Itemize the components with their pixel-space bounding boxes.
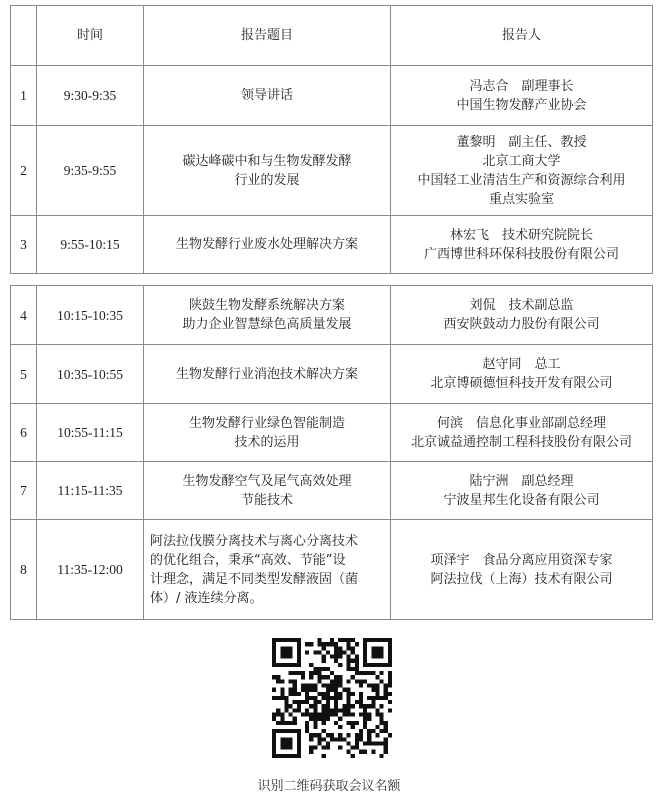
row-number: 5	[11, 345, 37, 404]
table-row	[11, 404, 653, 462]
row-speaker	[391, 66, 653, 126]
row-speaker	[391, 462, 653, 520]
topic-line: 生物发酵空气及尾气高效处理	[182, 473, 352, 489]
speaker-line: 董黎明 副主任、教授	[456, 134, 587, 150]
qr-caption: 识别二维码获取会议名额	[257, 779, 401, 794]
row-topic	[144, 126, 391, 216]
row-time: 9:55-10:15	[37, 216, 144, 274]
row-time: 9:30-9:35	[37, 66, 144, 126]
row-topic	[144, 520, 391, 620]
row-time: 11:15-11:35	[37, 462, 144, 520]
row-topic	[144, 66, 391, 126]
table-row	[11, 462, 653, 520]
topic-line: 行业的发展	[234, 172, 300, 188]
row-number: 6	[11, 404, 37, 462]
header-topic: 报告题目	[144, 6, 391, 66]
table-row	[11, 126, 653, 216]
speaker-line: 西安陕鼓动力股份有限公司	[443, 317, 600, 332]
speaker-line: 中国生物发酵产业协会	[456, 97, 587, 113]
row-time: 10:15-10:35	[37, 286, 144, 345]
table-row	[11, 286, 653, 345]
speaker-line: 广西博世科环保科技股份有限公司	[423, 246, 619, 262]
row-number: 3	[11, 216, 37, 274]
schedule-table-part-2	[10, 285, 653, 620]
speaker-line: 阿法拉伐（上海）技术有限公司	[430, 571, 613, 587]
table-header-row	[11, 6, 653, 66]
speaker-line: 北京诚益通控制工程科技股份有限公司	[410, 434, 632, 450]
row-number: 1	[11, 66, 37, 126]
topic-line: 的优化组合，秉承“高效、节能”设	[150, 552, 346, 568]
speaker-line: 重点实验室	[488, 191, 554, 207]
speaker-line: 北京博硕德恒科技开发有限公司	[430, 376, 613, 391]
schedule-table-part-1	[10, 5, 653, 274]
speaker-line: 冯志合 副理事长	[469, 78, 574, 94]
topic-line: 生物发酵行业绿色智能制造	[188, 415, 345, 431]
row-number: 2	[11, 126, 37, 216]
row-time: 9:35-9:55	[37, 126, 144, 216]
header-speaker: 报告人	[391, 6, 653, 66]
topic-line: 生物发酵行业废水处理解决方案	[175, 237, 358, 252]
speaker-line: 赵守同 总工	[482, 357, 561, 372]
row-number: 8	[11, 520, 37, 620]
row-time: 10:55-11:15	[37, 404, 144, 462]
speaker-line: 北京工商大学	[482, 153, 561, 169]
row-time: 11:35-12:00	[37, 520, 144, 620]
row-topic	[144, 404, 391, 462]
table-row	[11, 345, 653, 404]
table-row	[11, 66, 653, 126]
row-topic	[144, 286, 391, 345]
topic-line: 生物发酵行业消泡技术解决方案	[175, 366, 358, 382]
speaker-line: 宁波星邦生化设备有限公司	[443, 492, 600, 508]
row-number: 7	[11, 462, 37, 520]
topic-line: 体）/ 液连续分离。	[150, 590, 263, 606]
header-no-cell	[11, 6, 37, 66]
topic-line: 技术的运用	[234, 434, 300, 450]
row-speaker	[391, 404, 653, 462]
row-speaker	[391, 345, 653, 404]
table-row	[11, 520, 653, 620]
row-speaker	[391, 126, 653, 216]
row-time: 10:35-10:55	[37, 345, 144, 404]
speaker-line: 林宏飞 技术研究院院长	[449, 227, 593, 243]
row-speaker	[391, 520, 653, 620]
speaker-line: 项泽宇 食品分离应用资深专家	[430, 552, 613, 568]
row-topic	[144, 345, 391, 404]
row-topic	[144, 462, 391, 520]
topic-line: 助力企业智慧绿色高质量发展	[182, 317, 352, 332]
speaker-line: 陆宁洲 副总经理	[469, 473, 574, 489]
topic-line: 碳达峰碳中和与生物发酵发酵	[182, 153, 352, 169]
topic-line: 计理念，满足不同类型发酵液固（菌	[150, 571, 359, 587]
qr-code-image[interactable]	[272, 638, 392, 758]
row-number: 4	[11, 286, 37, 345]
topic-line: 领导讲话	[240, 88, 293, 103]
row-speaker	[391, 216, 653, 274]
topic-line: 陕鼓生物发酵系统解决方案	[188, 298, 345, 313]
row-topic	[144, 216, 391, 274]
table-row	[11, 216, 653, 274]
speaker-line: 中国轻工业清洁生产和资源综合利用	[417, 172, 626, 188]
topic-line: 节能技术	[240, 492, 293, 508]
speaker-line: 刘侃 技术副总监	[469, 298, 574, 313]
topic-line: 阿法拉伐膜分离技术与离心分离技术	[150, 533, 359, 549]
row-speaker	[391, 286, 653, 345]
header-time: 时间	[37, 6, 144, 66]
speaker-line: 何滨 信息化事业部副总经理	[436, 415, 606, 431]
